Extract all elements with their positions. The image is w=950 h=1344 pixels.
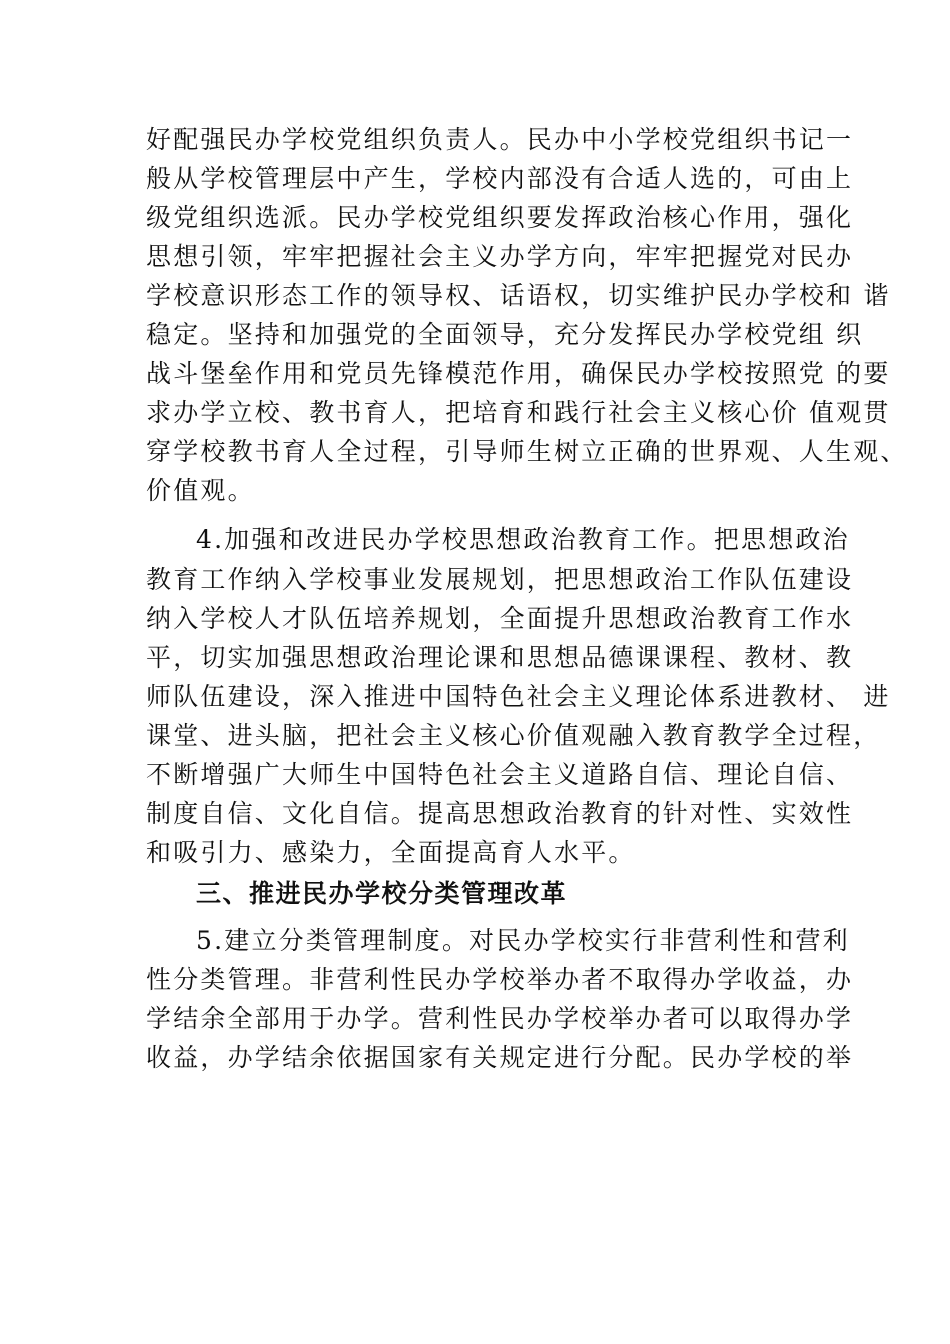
text-line: 价值观。 [146, 476, 255, 505]
text-line: 课堂、进头脑，把社会主义核心价值观融入教育教学全过程， [146, 721, 881, 750]
paragraph-5-first-line: 5.建立分类管理制度。对民办学校实行非营利性和营利 [196, 926, 850, 955]
text-line: 战斗堡垒作用和党员先锋模范作用，确保民办学校按照党 的要 [146, 359, 891, 388]
text-line: 不断增强广大师生中国特色社会主义道路自信、理论自信、 [146, 760, 854, 789]
text-line: 级党组织选派。民办学校党组织要发挥政治核心作用，强化 [146, 203, 854, 232]
text-line: 教育工作纳入学校事业发展规划，把思想政治工作队伍建设 [146, 565, 854, 594]
text-line: 收益，办学结余依据国家有关规定进行分配。民办学校的举 [146, 1043, 854, 1072]
text-line: 纳入学校人才队伍培养规划，全面提升思想政治教育工作水 [146, 604, 854, 633]
text-line: 学结余全部用于办学。营利性民办学校举办者可以取得办学 [146, 1004, 854, 1033]
text-line: 学校意识形态工作的领导权、话语权，切实维护民办学校和 谐 [146, 281, 891, 310]
text-line: 平，切实加强思想政治理论课和思想品德课课程、教材、教 [146, 643, 854, 672]
text-line: 制度自信、文化自信。提高思想政治教育的针对性、实效性 [146, 799, 854, 828]
text-line: 穿学校教书育人全过程，引导师生树立正确的世界观、人生观、 [146, 437, 908, 466]
text-line: 求办学立校、教书育人，把培育和践行社会主义核心价 值观贯 [146, 398, 891, 427]
text-line: 好配强民办学校党组织负责人。民办中小学校党组织书记一 [146, 125, 854, 154]
text-line: 思想引领，牢牢把握社会主义办学方向，牢牢把握党对民办 [146, 242, 854, 271]
text-line: 师队伍建设，深入推进中国特色社会主义理论体系进教材、 进 [146, 682, 891, 711]
text-line: 般从学校管理层中产生，学校内部没有合适人选的，可由上 [146, 164, 854, 193]
section-heading: 三、推进民办学校分类管理改革 [196, 879, 568, 908]
text-line: 性分类管理。非营利性民办学校举办者不取得办学收益，办 [146, 965, 854, 994]
paragraph-4-first-line: 4.加强和改进民办学校思想政治教育工作。把思想政治 [196, 525, 850, 554]
text-line: 稳定。坚持和加强党的全面领导，充分发挥民办学校党组 织 [146, 320, 864, 349]
text-line: 和吸引力、感染力，全面提高育人水平。 [146, 838, 636, 867]
